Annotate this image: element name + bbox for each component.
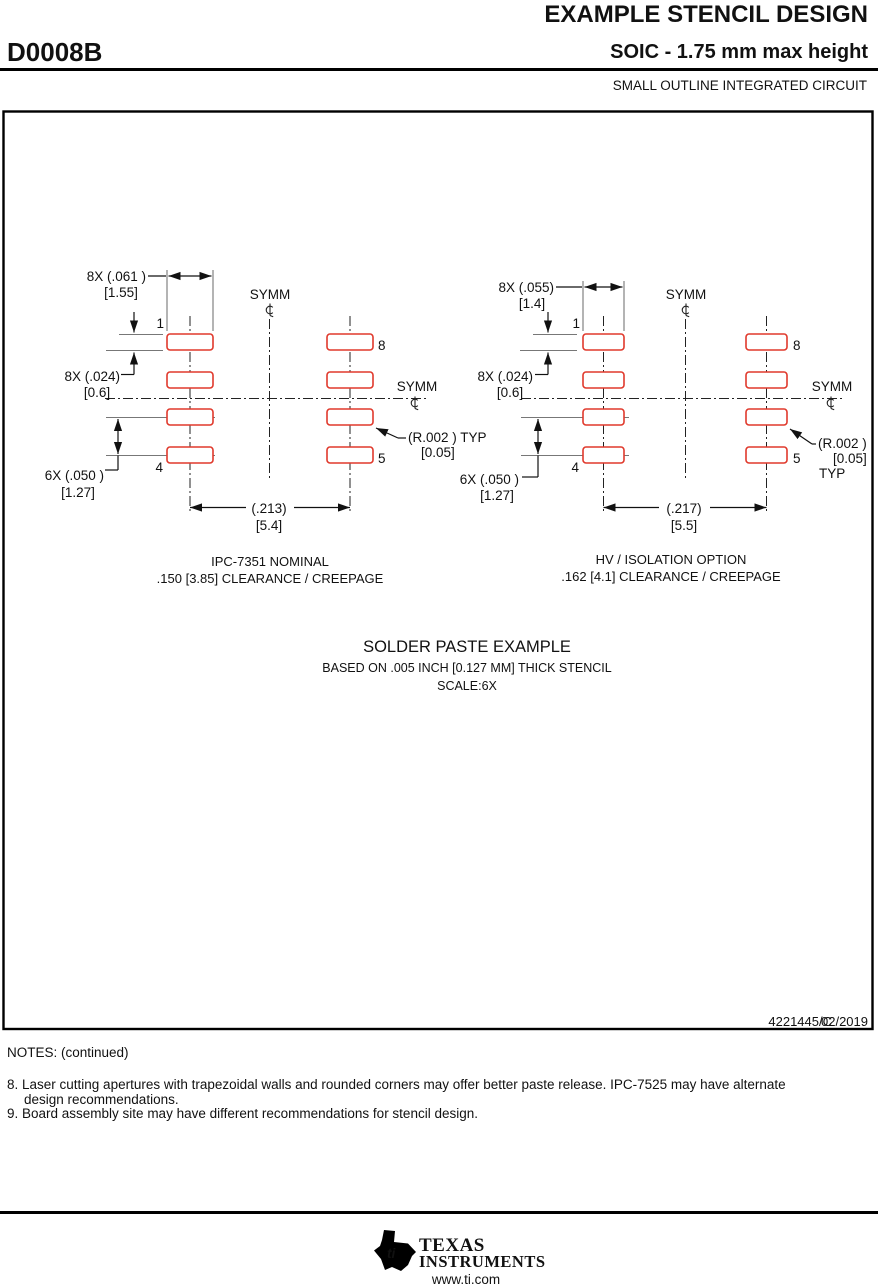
footer-rule [0,1211,878,1214]
stencil-pad [583,334,624,350]
pin-number-1: 1 [156,316,164,331]
stencil-drawing-hv-isolation [460,280,867,584]
dim-label-span: (.213) [251,501,287,516]
page-title: EXAMPLE STENCIL DESIGN [544,1,868,28]
ti-logo-letters: ti [387,1246,396,1261]
dim-label-pad-height: 8X (.024) [477,369,533,384]
stencil-pad [327,372,373,388]
radius-label-mm: [0.05] [833,451,867,466]
dim-label-pad-width-mm: [1.4] [518,296,546,311]
doc-number: 4221445/C [768,1014,832,1029]
stencil-pad [583,372,624,388]
radius-leader-arrow [790,429,812,444]
note-8-line2: design recommendations. [24,1092,179,1107]
dim-label-pad-width-mm: [1.55] [104,285,138,300]
radius-leader-arrow [376,428,398,438]
symm-label-top: SYMM [249,287,291,302]
dim-label-pad-width: 8X (.055) [498,280,554,295]
centerline-symbol [266,304,273,317]
stencil-pad [167,334,213,350]
drawing-caption-line1: IPC-7351 NOMINAL [211,554,329,569]
stencil-pad [746,447,787,463]
pin-number-8: 8 [793,338,801,353]
solder-paste-note [322,638,611,693]
radius-label: (R.002 ) [818,436,867,451]
pin-number-5: 5 [378,451,386,466]
dim-label-pitch: 6X (.050 ) [44,468,104,483]
stencil-pad [746,372,787,388]
drawing-caption-line2: .150 [3.85] CLEARANCE / CREEPAGE [156,571,384,586]
dim-label-pad-height-mm: [0.6] [83,385,111,400]
symm-label-top: SYMM [665,287,707,302]
pin-number-4: 4 [155,460,163,475]
package-family: SMALL OUTLINE INTEGRATED CIRCUIT [612,78,867,93]
pin-number-8: 8 [378,338,386,353]
dim-label-pad-height-mm: [0.6] [496,385,524,400]
dim-label-span: (.217) [666,501,702,516]
dim-label-pitch-mm: [1.27] [61,485,95,500]
website-link: www.ti.com [431,1272,501,1287]
dim-label-pad-width: 8X (.061 ) [86,269,146,284]
stencil-pad [327,409,373,425]
note-9: 9. Board assembly site may have different recommendations for stencil design. [7,1106,478,1121]
note-8-line1: 8. Laser cutting apertures with trapezoidal walls and rounded corners may offer better paste release. IPC-7525 may have alternate [7,1077,786,1092]
stencil-pad [167,447,213,463]
stencil-pad [327,447,373,463]
solder-paste-title: SOLDER PASTE EXAMPLE [363,638,571,656]
dim-label-pitch-mm: [1.27] [480,488,514,503]
stencil-pad [167,409,213,425]
radius-label-mm: [0.05] [421,445,455,460]
stencil-pad [167,372,213,388]
dim-label-span-mm: [5.5] [670,518,698,533]
stencil-pad [746,409,787,425]
brand-name-texas: TEXAS [419,1235,485,1256]
brand-name-instruments: INSTRUMENTS [419,1252,546,1271]
radius-label-typ: TYP [819,466,846,481]
stencil-pad [746,334,787,350]
drawing-caption-line2: .162 [4.1] CLEARANCE / CREEPAGE [561,569,781,584]
stencil-pad [583,447,624,463]
solder-paste-subtitle: BASED ON .005 INCH [0.127 MM] THICK STENCIL [322,661,612,675]
ti-logo-icon [374,1229,416,1271]
doc-revision-date: 02/2019 [821,1014,868,1029]
pin-number-5: 5 [793,451,801,466]
dim-label-pad-height: 8X (.024) [64,369,120,384]
package-subtitle: SOIC - 1.75 mm max height [610,41,868,63]
stencil-pad [583,409,624,425]
dim-label-span-mm: [5.4] [255,518,283,533]
notes-heading: NOTES: (continued) [7,1045,129,1060]
stencil-pad [327,334,373,350]
pin-number-1: 1 [572,316,580,331]
solder-paste-scale: SCALE:6X [437,679,497,693]
pin-number-4: 4 [571,460,579,475]
package-code: D0008B [7,37,103,67]
radius-label: (R.002 ) TYP [408,430,487,445]
dim-label-pitch: 6X (.050 ) [459,472,519,487]
stencil-drawing-ipc7351 [45,269,487,586]
symm-label-side: SYMM [811,379,853,394]
centerline-symbol [682,304,689,317]
drawing-caption-line1: HV / ISOLATION OPTION [595,552,747,567]
symm-label-side: SYMM [396,379,438,394]
